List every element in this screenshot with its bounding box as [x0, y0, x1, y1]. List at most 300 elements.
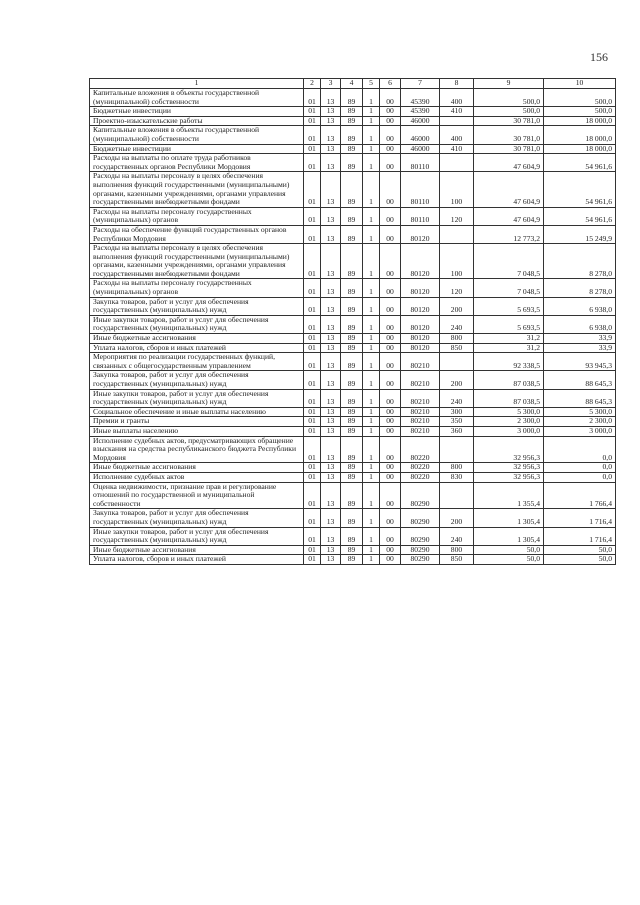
code-cell: 00 — [380, 126, 401, 144]
amount-cell: 87 038,5 — [474, 389, 544, 407]
table-row — [90, 116, 616, 126]
code-cell: 80210 — [401, 371, 440, 389]
code-cell: 00 — [380, 555, 401, 565]
code-cell: 00 — [380, 472, 401, 482]
amount-cell: 30 781,0 — [474, 126, 544, 144]
code-cell: 80210 — [401, 426, 440, 436]
code-cell: 80220 — [401, 463, 440, 473]
code-cell: 13 — [321, 116, 341, 126]
code-cell: 01 — [304, 472, 321, 482]
table-row — [90, 154, 616, 172]
table-row — [90, 436, 616, 463]
row-name-cell: Оценка недвижимости, признание прав и регулирование отношений по государственной и муниципальной собственности — [90, 482, 304, 509]
code-cell: 1 — [363, 482, 380, 509]
code-cell: 89 — [341, 426, 363, 436]
row-name-cell: Иные выплаты населению — [90, 426, 304, 436]
code-cell: 1 — [363, 436, 380, 463]
column-header: 10 — [544, 79, 616, 89]
table-row — [90, 389, 616, 407]
code-cell: 00 — [380, 116, 401, 126]
code-cell: 00 — [380, 353, 401, 371]
code-cell: 00 — [380, 334, 401, 344]
code-cell: 13 — [321, 407, 341, 417]
row-name-cell: Закупка товаров, работ и услуг для обеспечения государственных (муниципальных) нужд — [90, 297, 304, 315]
code-cell: 89 — [341, 417, 363, 427]
table-row — [90, 527, 616, 545]
amount-cell: 54 961,6 — [544, 154, 616, 172]
amount-cell: 32 956,3 — [474, 436, 544, 463]
table-row — [90, 89, 616, 107]
code-cell: 1 — [363, 144, 380, 154]
code-cell: 1 — [363, 545, 380, 555]
code-cell: 13 — [321, 207, 341, 225]
code-cell: 01 — [304, 463, 321, 473]
table-row — [90, 279, 616, 297]
code-cell: 13 — [321, 334, 341, 344]
code-cell: 13 — [321, 172, 341, 207]
code-cell: 400 — [440, 126, 474, 144]
column-header: 6 — [380, 79, 401, 89]
table-row — [90, 126, 616, 144]
code-cell: 01 — [304, 107, 321, 117]
code-cell: 89 — [341, 509, 363, 527]
code-cell: 13 — [321, 527, 341, 545]
amount-cell: 50,0 — [544, 555, 616, 565]
code-cell: 13 — [321, 472, 341, 482]
code-cell: 100 — [440, 244, 474, 279]
code-cell: 1 — [363, 116, 380, 126]
amount-cell: 47 604,9 — [474, 207, 544, 225]
code-cell: 01 — [304, 154, 321, 172]
code-cell: 13 — [321, 315, 341, 333]
code-cell: 00 — [380, 225, 401, 243]
code-cell: 1 — [363, 315, 380, 333]
row-name-cell: Мероприятия по реализации государственных функций, связанных с общегосударственным управлением — [90, 353, 304, 371]
table-row — [90, 144, 616, 154]
code-cell: 1 — [363, 353, 380, 371]
code-cell: 850 — [440, 343, 474, 353]
row-name-cell: Иные закупки товаров, работ и услуг для обеспечения государственных (муниципальных) нужд — [90, 389, 304, 407]
code-cell: 1 — [363, 89, 380, 107]
code-cell: 360 — [440, 426, 474, 436]
column-header: 7 — [401, 79, 440, 89]
row-name-cell: Иные закупки товаров, работ и услуг для обеспечения государственных (муниципальных) нужд — [90, 315, 304, 333]
code-cell: 13 — [321, 89, 341, 107]
amount-cell: 50,0 — [474, 545, 544, 555]
row-name-cell: Расходы на выплаты персоналу в целях обеспечения выполнения функций государственными (муниципальными) органами, казенными учреждениями, органами управления государственными внебюджетными фондами — [90, 244, 304, 279]
code-cell: 80120 — [401, 315, 440, 333]
code-cell: 80290 — [401, 482, 440, 509]
code-cell: 120 — [440, 279, 474, 297]
code-cell: 300 — [440, 407, 474, 417]
code-cell: 01 — [304, 315, 321, 333]
amount-cell: 18 000,0 — [544, 116, 616, 126]
code-cell: 01 — [304, 244, 321, 279]
code-cell: 01 — [304, 116, 321, 126]
code-cell: 00 — [380, 527, 401, 545]
column-header: 4 — [341, 79, 363, 89]
code-cell: 80210 — [401, 389, 440, 407]
row-name-cell: Уплата налогов, сборов и иных платежей — [90, 555, 304, 565]
row-name-cell: Капитальные вложения в объекты государственной (муниципальной) собственности — [90, 126, 304, 144]
table-row — [90, 555, 616, 565]
code-cell: 1 — [363, 244, 380, 279]
code-cell: 1 — [363, 225, 380, 243]
code-cell: 00 — [380, 389, 401, 407]
code-cell: 01 — [304, 527, 321, 545]
code-cell: 89 — [341, 154, 363, 172]
column-header: 2 — [304, 79, 321, 89]
code-cell: 01 — [304, 207, 321, 225]
code-cell: 1 — [363, 463, 380, 473]
code-cell: 120 — [440, 207, 474, 225]
row-name-cell: Проектно-изыскательские работы — [90, 116, 304, 126]
row-name-cell: Исполнение судебных актов — [90, 472, 304, 482]
code-cell: 1 — [363, 279, 380, 297]
code-cell: 01 — [304, 371, 321, 389]
code-cell — [440, 436, 474, 463]
amount-cell: 1 716,4 — [544, 509, 616, 527]
row-name-cell: Социальное обеспечение и иные выплаты населению — [90, 407, 304, 417]
code-cell: 46000 — [401, 116, 440, 126]
code-cell: 1 — [363, 126, 380, 144]
code-cell: 410 — [440, 144, 474, 154]
amount-cell: 54 961,6 — [544, 172, 616, 207]
amount-cell: 1 766,4 — [544, 482, 616, 509]
code-cell: 00 — [380, 417, 401, 427]
amount-cell: 500,0 — [544, 89, 616, 107]
table-row — [90, 482, 616, 509]
code-cell: 89 — [341, 482, 363, 509]
code-cell: 13 — [321, 482, 341, 509]
code-cell: 00 — [380, 279, 401, 297]
code-cell: 13 — [321, 154, 341, 172]
amount-cell: 15 249,9 — [544, 225, 616, 243]
amount-cell: 54 961,6 — [544, 207, 616, 225]
amount-cell: 32 956,3 — [474, 472, 544, 482]
table-row — [90, 417, 616, 427]
code-cell: 00 — [380, 343, 401, 353]
row-name-cell: Расходы на выплаты персоналу государственных (муниципальных) органов — [90, 207, 304, 225]
amount-cell: 92 338,5 — [474, 353, 544, 371]
code-cell: 89 — [341, 116, 363, 126]
code-cell: 1 — [363, 509, 380, 527]
row-name-cell: Иные бюджетные ассигнования — [90, 334, 304, 344]
table-row — [90, 172, 616, 207]
code-cell: 13 — [321, 107, 341, 117]
code-cell: 240 — [440, 527, 474, 545]
row-name-cell: Бюджетные инвестиции — [90, 144, 304, 154]
code-cell: 100 — [440, 172, 474, 207]
code-cell: 1 — [363, 172, 380, 207]
code-cell: 01 — [304, 509, 321, 527]
code-cell: 800 — [440, 334, 474, 344]
amount-cell: 18 000,0 — [544, 144, 616, 154]
amount-cell: 5 693,5 — [474, 297, 544, 315]
code-cell: 13 — [321, 225, 341, 243]
amount-cell: 87 038,5 — [474, 371, 544, 389]
row-name-cell: Закупка товаров, работ и услуг для обеспечения государственных (муниципальных) нужд — [90, 509, 304, 527]
amount-cell: 88 645,3 — [544, 371, 616, 389]
table-row — [90, 545, 616, 555]
code-cell — [440, 116, 474, 126]
code-cell: 89 — [341, 107, 363, 117]
code-cell: 13 — [321, 545, 341, 555]
amount-cell: 1 305,4 — [474, 509, 544, 527]
code-cell: 80290 — [401, 545, 440, 555]
code-cell: 80120 — [401, 244, 440, 279]
code-cell: 89 — [341, 472, 363, 482]
code-cell: 89 — [341, 297, 363, 315]
code-cell: 240 — [440, 389, 474, 407]
code-cell: 00 — [380, 509, 401, 527]
code-cell: 45390 — [401, 89, 440, 107]
code-cell — [440, 482, 474, 509]
code-cell: 00 — [380, 144, 401, 154]
code-cell: 89 — [341, 545, 363, 555]
code-cell: 1 — [363, 371, 380, 389]
code-cell: 830 — [440, 472, 474, 482]
code-cell: 00 — [380, 315, 401, 333]
amount-cell: 12 773,2 — [474, 225, 544, 243]
row-name-cell: Иные бюджетные ассигнования — [90, 463, 304, 473]
code-cell: 01 — [304, 417, 321, 427]
code-cell: 00 — [380, 154, 401, 172]
table-row — [90, 353, 616, 371]
code-cell: 00 — [380, 407, 401, 417]
code-cell: 00 — [380, 371, 401, 389]
code-cell: 01 — [304, 126, 321, 144]
code-cell: 13 — [321, 417, 341, 427]
code-cell: 01 — [304, 389, 321, 407]
amount-cell: 1 355,4 — [474, 482, 544, 509]
code-cell: 01 — [304, 353, 321, 371]
amount-cell: 8 278,0 — [544, 279, 616, 297]
code-cell: 01 — [304, 144, 321, 154]
code-cell: 1 — [363, 297, 380, 315]
code-cell: 80290 — [401, 555, 440, 565]
table-row — [90, 207, 616, 225]
code-cell: 240 — [440, 315, 474, 333]
code-cell: 00 — [380, 207, 401, 225]
code-cell: 89 — [341, 315, 363, 333]
code-cell: 89 — [341, 207, 363, 225]
column-header: 9 — [474, 79, 544, 89]
code-cell: 89 — [341, 89, 363, 107]
code-cell: 80290 — [401, 527, 440, 545]
amount-cell: 31,2 — [474, 334, 544, 344]
code-cell: 89 — [341, 353, 363, 371]
code-cell: 400 — [440, 89, 474, 107]
code-cell: 13 — [321, 426, 341, 436]
code-cell: 00 — [380, 107, 401, 117]
table-row — [90, 343, 616, 353]
table-row — [90, 472, 616, 482]
code-cell: 800 — [440, 545, 474, 555]
code-cell: 89 — [341, 389, 363, 407]
amount-cell: 1 305,4 — [474, 527, 544, 545]
column-header: 1 — [90, 79, 304, 89]
row-name-cell: Исполнение судебных актов, предусматривающих обращение взыскания на средства республиканского бюджета Республики Мордовия — [90, 436, 304, 463]
amount-cell: 7 048,5 — [474, 279, 544, 297]
row-name-cell: Закупка товаров, работ и услуг для обеспечения государственных (муниципальных) нужд — [90, 371, 304, 389]
code-cell: 89 — [341, 527, 363, 545]
code-cell: 80120 — [401, 334, 440, 344]
code-cell: 80120 — [401, 279, 440, 297]
code-cell: 00 — [380, 426, 401, 436]
code-cell: 200 — [440, 297, 474, 315]
table-body — [90, 89, 616, 565]
code-cell — [440, 154, 474, 172]
amount-cell: 7 048,5 — [474, 244, 544, 279]
code-cell: 01 — [304, 436, 321, 463]
row-name-cell: Уплата налогов, сборов и иных платежей — [90, 343, 304, 353]
code-cell: 00 — [380, 89, 401, 107]
table-row — [90, 407, 616, 417]
code-cell: 850 — [440, 555, 474, 565]
code-cell: 89 — [341, 371, 363, 389]
code-cell: 1 — [363, 417, 380, 427]
amount-cell: 30 781,0 — [474, 116, 544, 126]
code-cell: 13 — [321, 389, 341, 407]
row-name-cell: Расходы на выплаты персоналу в целях обеспечения выполнения функций государственными (муниципальными) органами, казенными учреждениями, органами управления государственными внебюджетными фондами — [90, 172, 304, 207]
amount-cell: 2 300,0 — [474, 417, 544, 427]
amount-cell: 88 645,3 — [544, 389, 616, 407]
code-cell: 89 — [341, 225, 363, 243]
code-cell: 80220 — [401, 436, 440, 463]
code-cell: 13 — [321, 244, 341, 279]
code-cell: 89 — [341, 407, 363, 417]
table-row — [90, 225, 616, 243]
code-cell: 01 — [304, 545, 321, 555]
code-cell: 00 — [380, 244, 401, 279]
amount-cell: 50,0 — [474, 555, 544, 565]
code-cell: 46000 — [401, 126, 440, 144]
code-cell: 01 — [304, 334, 321, 344]
amount-cell: 500,0 — [544, 107, 616, 117]
code-cell: 80290 — [401, 509, 440, 527]
table-row — [90, 509, 616, 527]
code-cell: 80110 — [401, 154, 440, 172]
code-cell: 80120 — [401, 225, 440, 243]
code-cell: 350 — [440, 417, 474, 427]
amount-cell: 500,0 — [474, 107, 544, 117]
code-cell: 200 — [440, 509, 474, 527]
row-name-cell: Бюджетные инвестиции — [90, 107, 304, 117]
amount-cell: 500,0 — [474, 89, 544, 107]
code-cell: 89 — [341, 343, 363, 353]
amount-cell: 47 604,9 — [474, 172, 544, 207]
code-cell — [440, 225, 474, 243]
amount-cell: 3 000,0 — [544, 426, 616, 436]
code-cell: 01 — [304, 172, 321, 207]
amount-cell: 33,9 — [544, 343, 616, 353]
code-cell: 89 — [341, 126, 363, 144]
code-cell: 80110 — [401, 207, 440, 225]
code-cell: 200 — [440, 371, 474, 389]
code-cell: 13 — [321, 343, 341, 353]
code-cell: 00 — [380, 482, 401, 509]
amount-cell: 0,0 — [544, 472, 616, 482]
code-cell: 01 — [304, 407, 321, 417]
code-cell: 89 — [341, 555, 363, 565]
code-cell: 13 — [321, 279, 341, 297]
column-header: 8 — [440, 79, 474, 89]
code-cell: 80210 — [401, 417, 440, 427]
code-cell: 80210 — [401, 407, 440, 417]
code-cell: 13 — [321, 144, 341, 154]
code-cell: 1 — [363, 107, 380, 117]
code-cell: 01 — [304, 279, 321, 297]
code-cell: 80110 — [401, 172, 440, 207]
code-cell: 01 — [304, 482, 321, 509]
code-cell: 1 — [363, 407, 380, 417]
code-cell: 80210 — [401, 353, 440, 371]
row-name-cell: Капитальные вложения в объекты государственной (муниципальной) собственности — [90, 89, 304, 107]
code-cell: 800 — [440, 463, 474, 473]
amount-cell: 30 781,0 — [474, 144, 544, 154]
amount-cell: 33,9 — [544, 334, 616, 344]
table-row — [90, 371, 616, 389]
code-cell — [440, 353, 474, 371]
code-cell: 13 — [321, 126, 341, 144]
code-cell: 80120 — [401, 297, 440, 315]
code-cell: 1 — [363, 555, 380, 565]
code-cell: 89 — [341, 436, 363, 463]
row-name-cell: Премии и гранты — [90, 417, 304, 427]
table-row — [90, 463, 616, 473]
code-cell: 13 — [321, 436, 341, 463]
code-cell: 410 — [440, 107, 474, 117]
code-cell: 1 — [363, 343, 380, 353]
code-cell: 89 — [341, 244, 363, 279]
code-cell: 01 — [304, 225, 321, 243]
amount-cell: 50,0 — [544, 545, 616, 555]
amount-cell: 47 604,9 — [474, 154, 544, 172]
amount-cell: 32 956,3 — [474, 463, 544, 473]
code-cell: 00 — [380, 172, 401, 207]
column-header: 3 — [321, 79, 341, 89]
row-name-cell: Расходы на выплаты по оплате труда работников государственных органов Республики Мордовия — [90, 154, 304, 172]
amount-cell: 5 300,0 — [544, 407, 616, 417]
table-row — [90, 334, 616, 344]
code-cell: 00 — [380, 545, 401, 555]
code-cell: 1 — [363, 389, 380, 407]
code-cell: 89 — [341, 279, 363, 297]
table-row — [90, 315, 616, 333]
code-cell: 1 — [363, 334, 380, 344]
amount-cell: 1 716,4 — [544, 527, 616, 545]
code-cell: 01 — [304, 555, 321, 565]
table-row — [90, 107, 616, 117]
code-cell: 80120 — [401, 343, 440, 353]
budget-table — [89, 78, 616, 565]
amount-cell: 8 278,0 — [544, 244, 616, 279]
code-cell: 00 — [380, 463, 401, 473]
code-cell: 1 — [363, 527, 380, 545]
code-cell: 01 — [304, 426, 321, 436]
code-cell: 01 — [304, 297, 321, 315]
code-cell: 89 — [341, 334, 363, 344]
code-cell: 89 — [341, 463, 363, 473]
amount-cell: 3 000,0 — [474, 426, 544, 436]
code-cell: 13 — [321, 555, 341, 565]
code-cell: 89 — [341, 172, 363, 207]
code-cell: 1 — [363, 207, 380, 225]
table-row — [90, 297, 616, 315]
row-name-cell: Расходы на обеспечение функций государственных органов Республики Мордовия — [90, 225, 304, 243]
row-name-cell: Иные закупки товаров, работ и услуг для обеспечения государственных (муниципальных) нужд — [90, 527, 304, 545]
